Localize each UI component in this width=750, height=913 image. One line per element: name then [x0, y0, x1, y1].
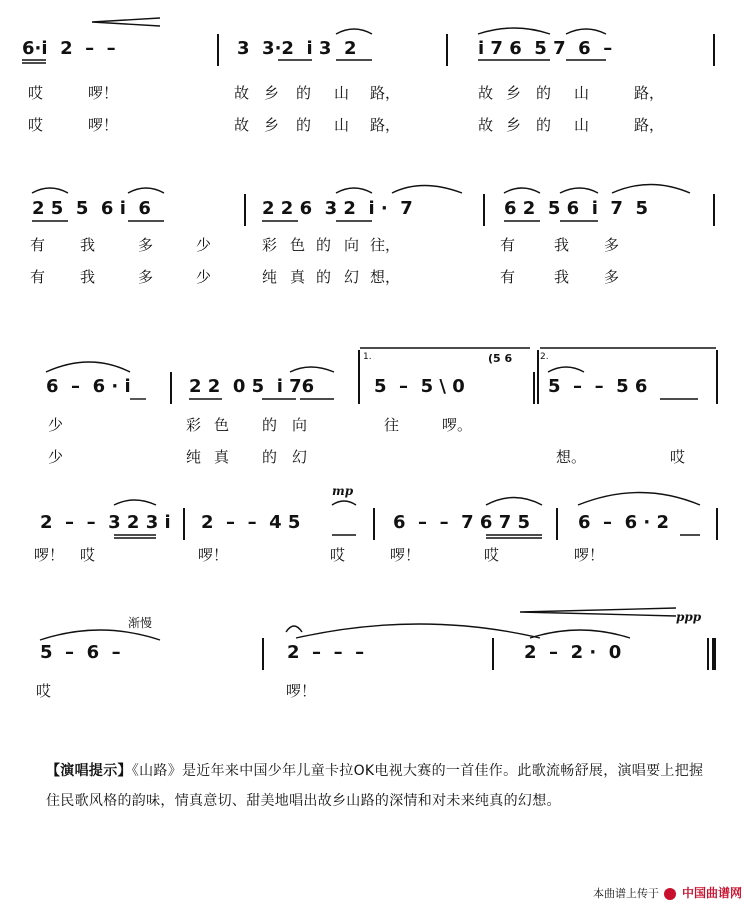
lyric: 乡	[506, 116, 522, 134]
lyric: 有	[500, 268, 516, 286]
lyric: 有	[30, 236, 46, 254]
lyric: 啰！	[34, 546, 65, 564]
footer	[593, 884, 742, 901]
volta-1: 1.	[363, 352, 372, 362]
note-text: 《山路》是近年来中国少年儿童卡拉OK电视大赛的一首佳作。此歌流畅舒展，演唱要上把握住民歌风格的韵味，情真意切、甜美地唱出故乡山路的深情和对未来纯真的幻想。	[46, 763, 704, 809]
lyric: 我	[554, 236, 570, 254]
lyric: 向	[344, 236, 360, 254]
lyric: 彩	[262, 236, 278, 254]
lyric: 啰！	[198, 546, 229, 564]
lyric: 少	[48, 448, 64, 466]
lyric: 故	[478, 84, 494, 102]
lyric: 哎	[80, 546, 96, 564]
measure-4-3: 6 – – 7 6 7 5	[393, 512, 531, 533]
lyric: 的	[296, 116, 312, 134]
lyric: 往，	[370, 236, 401, 254]
lyric: 的	[536, 116, 552, 134]
lyric: 哎	[484, 546, 500, 564]
lyric: 真	[214, 448, 230, 466]
lyric: 想，	[370, 268, 401, 286]
measure-2-2: 2 2 6 3 2 i · 7	[262, 198, 413, 219]
dynamic-ppp: ppp	[676, 610, 702, 624]
lyric: 真	[290, 268, 306, 286]
lyric: 山	[334, 84, 350, 102]
measure-5-2: 2 – – –	[287, 642, 365, 663]
lyric: 乡	[506, 84, 522, 102]
lyric: 啰！	[88, 84, 119, 102]
lyric: 有	[30, 268, 46, 286]
lyric: 幻	[344, 268, 360, 286]
measure-1-2: 3 3·2 i 3 2	[237, 38, 357, 59]
lyric: 纯	[186, 448, 202, 466]
lyric: 故	[478, 116, 494, 134]
dynamic-mp: mp	[332, 484, 354, 498]
lyric: 多	[138, 268, 154, 286]
lyric: 哎	[670, 448, 686, 466]
lyric: 的	[296, 84, 312, 102]
decrescendo-hairpin	[92, 18, 160, 26]
lyric: 山	[334, 116, 350, 134]
lyric: 的	[536, 84, 552, 102]
measure-1-3: i 7 6 5 7 6 –	[478, 38, 613, 59]
lyric: 故	[234, 116, 250, 134]
measure-5-1: 5 – 6 –	[40, 642, 121, 663]
lyric: 想。	[556, 448, 587, 466]
measure-3-1: 6 – 6 · i	[46, 376, 131, 397]
measure-5-3: 2 – 2 · 0	[524, 642, 622, 663]
lyric: 色	[214, 416, 230, 434]
footer-brand[interactable]: 中国曲谱网	[681, 886, 742, 900]
measure-2-1: 2 5 5 6 i 6	[32, 198, 151, 219]
measure-3-2: 2 2 0 5 i 76	[189, 376, 315, 397]
lyric: 哎	[36, 682, 52, 700]
lyric: 哎	[28, 84, 44, 102]
lyric: 的	[262, 448, 278, 466]
lyric: 往	[384, 416, 400, 434]
lyric: 彩	[186, 416, 202, 434]
measure-4-4: 6 – 6 · 2	[578, 512, 670, 533]
lyric: 我	[554, 268, 570, 286]
lyric: 乡	[264, 116, 280, 134]
parenthesized-notes: (5 6	[488, 352, 513, 365]
lyric: 的	[262, 416, 278, 434]
lyric: 山	[574, 116, 590, 134]
lyric: 乡	[264, 84, 280, 102]
lyric: 少	[196, 236, 212, 254]
measure-2-3: 6 2 5 6 i 7 5	[504, 198, 648, 219]
tempo-marking: 渐慢	[128, 616, 153, 630]
lyric: 多	[604, 268, 620, 286]
lyric: 少	[48, 416, 64, 434]
lyric: 少	[196, 268, 212, 286]
lyric: 向	[292, 416, 308, 434]
lyric: 的	[316, 236, 332, 254]
performance-note	[46, 756, 716, 816]
lyric: 啰！	[574, 546, 605, 564]
lyric: 哎	[330, 546, 346, 564]
lyric: 啰。	[442, 416, 473, 434]
lyric: 故	[234, 84, 250, 102]
logo-icon	[664, 888, 676, 900]
lyric: 幻	[292, 448, 308, 466]
lyric: 啰！	[88, 116, 119, 134]
measure-4-1: 2 – – 3 2 3 i	[40, 512, 171, 533]
lyric: 啰！	[390, 546, 421, 564]
measure-1-1: 6·i 2 – –	[22, 38, 116, 59]
lyric: 路，	[370, 84, 401, 102]
lyric: 多	[604, 236, 620, 254]
lyric: 我	[80, 236, 96, 254]
lyric: 多	[138, 236, 154, 254]
lyric: 路，	[634, 84, 665, 102]
lyric: 我	[80, 268, 96, 286]
lyric: 色	[290, 236, 306, 254]
lyric: 山	[574, 84, 590, 102]
lyric: 有	[500, 236, 516, 254]
lyric: 啰！	[286, 682, 317, 700]
lyric: 纯	[262, 268, 278, 286]
footer-prefix: 本曲谱上传于	[592, 887, 659, 900]
measure-3-3: 5 – 5 \ 0	[374, 376, 465, 397]
lyric: 哎	[28, 116, 44, 134]
measure-3-4: 5 – – 5 6	[548, 376, 648, 397]
volta-2: 2.	[540, 352, 549, 362]
lyric: 路，	[634, 116, 665, 134]
measure-4-2: 2 – – 4 5	[201, 512, 301, 533]
lyric: 路，	[370, 116, 401, 134]
note-label: 【演唱提示】	[46, 763, 132, 779]
lyric: 的	[316, 268, 332, 286]
